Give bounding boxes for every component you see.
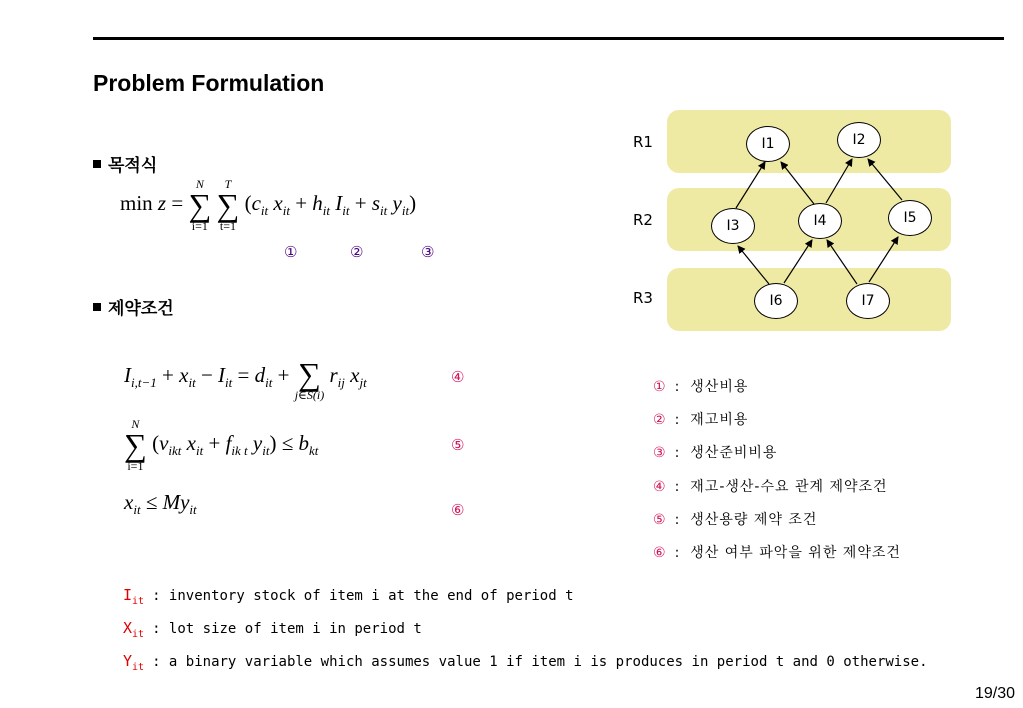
constraint-4-marker: ④ bbox=[451, 368, 465, 386]
legend-number: ② bbox=[653, 412, 667, 428]
sum-lower-limit: t=1 bbox=[219, 219, 236, 233]
row-label-r1: R1 bbox=[633, 133, 653, 151]
node-i7: I7 bbox=[846, 283, 890, 319]
legend-number: ① bbox=[653, 379, 667, 395]
sum-upper-limit: T bbox=[224, 177, 232, 191]
objective-marker-2: ② bbox=[350, 243, 364, 261]
legend-item: ⑤ : 생산용량 제약 조건 bbox=[653, 512, 818, 528]
page-title: Problem Formulation bbox=[93, 70, 325, 96]
bullet-square-icon bbox=[93, 303, 101, 311]
sum-over-j: ∑ j∈S(i) bbox=[294, 356, 325, 402]
objective-heading-label: 목적식 bbox=[108, 156, 158, 176]
definition-symbol: $Y_{it}$ bbox=[123, 652, 145, 673]
row-label-r2: R2 bbox=[633, 211, 653, 229]
sum-lower-limit: i=1 bbox=[191, 219, 208, 233]
constraint-5-marker: ⑤ bbox=[451, 436, 465, 454]
sum-upper-limit: N bbox=[195, 177, 204, 191]
node-i3: I3 bbox=[711, 208, 755, 244]
sum-lower-limit: i=1 bbox=[127, 459, 144, 473]
definition-text: : inventory stock of item i at the end of period t bbox=[152, 588, 574, 604]
objective-marker-3: ③ bbox=[421, 243, 435, 261]
legend-text: 생산 여부 파악을 위한 제약조건 bbox=[690, 545, 901, 561]
sum-lower-limit: j∈S(i) bbox=[294, 388, 325, 402]
node-i1: I1 bbox=[746, 126, 790, 162]
row-band-r1 bbox=[667, 110, 951, 173]
constraint-6-marker: ⑥ bbox=[451, 501, 465, 519]
legend-text: 생산비용 bbox=[690, 379, 749, 395]
definition-symbol: $I_{it}$ bbox=[123, 586, 145, 607]
node-i5: I5 bbox=[888, 200, 932, 236]
constraint-4-formula: $I_{i,t-1} + x_{it} - I_{it} = d_{it}$ + ∑ j∈S(i) $r_{ij}$ $x_{jt}$ bbox=[124, 356, 367, 402]
constraints-heading-label: 제약조건 bbox=[108, 299, 174, 319]
sum-over-i: N ∑ i=1 bbox=[124, 417, 147, 473]
definition-y bbox=[123, 652, 928, 673]
constraint-5-formula: N ∑ i=1 ($v_{ikt}$ $x_{it} + f_{ik t}$ $y_{it}) \le b_{kt}$ bbox=[124, 417, 319, 473]
constraint-6-formula: $x_{it} \le My_{it}$ bbox=[124, 490, 197, 518]
bullet-square-icon bbox=[93, 160, 101, 168]
legend-text: 생산용량 제약 조건 bbox=[690, 512, 818, 528]
row-label-r3: R3 bbox=[633, 289, 653, 307]
definition-symbol: $X_{it}$ bbox=[123, 619, 145, 640]
definition-i bbox=[123, 586, 574, 607]
sum-over-t: T ∑ t=1 bbox=[216, 177, 240, 233]
header-rule bbox=[93, 37, 1004, 40]
equals-sign: = bbox=[171, 190, 184, 215]
objective-formula: min z = N ∑ i=1 T ∑ t=1 ($c_{it}$ $x_{it} + h_{it}$ $I_{it} + s_{it}$ $y_{it}$) bbox=[120, 177, 417, 233]
legend-text: 재고-생산-수요 관계 제약조건 bbox=[690, 479, 888, 495]
definition-text: : lot size of item i in period t bbox=[152, 621, 422, 637]
objective-marker-1: ① bbox=[284, 243, 298, 261]
page-number: 19/30 bbox=[974, 685, 1015, 702]
legend-text: 재고비용 bbox=[690, 412, 749, 428]
node-i4: I4 bbox=[798, 203, 842, 239]
legend-item: ⑥ : 생산 여부 파악을 위한 제약조건 bbox=[653, 545, 901, 561]
row-band-r3 bbox=[667, 268, 951, 331]
objective-heading bbox=[93, 151, 157, 176]
definition-text: : a binary variable which assumes value 1 if item i is produces in period t and 0 otherwise. bbox=[152, 654, 928, 670]
legend-number: ⑥ bbox=[653, 545, 667, 561]
sum-over-i: N ∑ i=1 bbox=[188, 177, 212, 233]
node-i2: I2 bbox=[837, 122, 881, 158]
legend-item: ① : 생산비용 bbox=[653, 379, 749, 395]
sum-upper-limit: N bbox=[131, 417, 140, 431]
legend-number: ⑤ bbox=[653, 512, 667, 528]
legend-text: 생산준비비용 bbox=[690, 445, 778, 461]
legend-item: ② : 재고비용 bbox=[653, 412, 749, 428]
objective-variable: z bbox=[157, 190, 167, 215]
node-i6: I6 bbox=[754, 283, 798, 319]
legend-number: ④ bbox=[653, 479, 667, 495]
definition-x bbox=[123, 619, 422, 640]
legend-item: ④ : 재고-생산-수요 관계 제약조건 bbox=[653, 479, 888, 495]
constraints-heading bbox=[93, 294, 174, 319]
legend-number: ③ bbox=[653, 445, 667, 461]
legend-item: ③ : 생산준비비용 bbox=[653, 445, 778, 461]
min-operator: min bbox=[120, 190, 153, 215]
